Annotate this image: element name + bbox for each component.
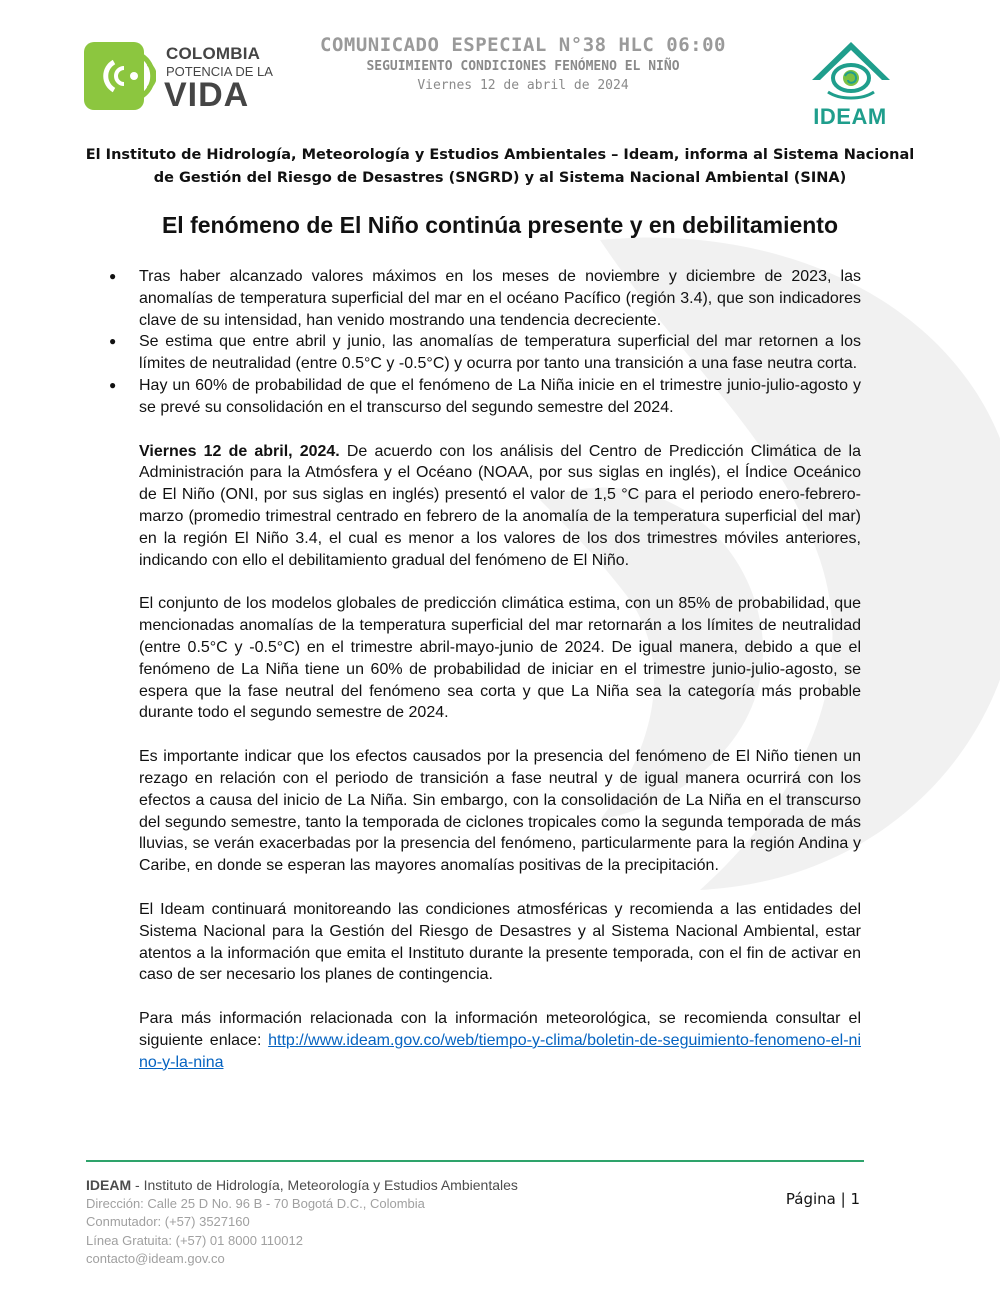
bullet-icon: ●	[109, 269, 117, 283]
footer-org-short: IDEAM	[86, 1177, 132, 1193]
document-header	[290, 34, 756, 93]
key-points-list	[109, 266, 861, 419]
bulletin-link[interactable]: http://www.ideam.gov.co/web/tiempo-y-clima/boletin-de-seguimiento-fenomeno-el-nino-y-la-nina	[139, 1031, 861, 1071]
footer-contact	[86, 1176, 646, 1269]
key-point-text: Tras haber alcanzado valores máximos en los meses de noviembre y diciembre de 2023, las anomalías de temperatura superficial del mar en el océano Pacífico (región 3.4), que son indicadores clave de su intensidad, han venido mostrando una tendencia decreciente.	[139, 268, 861, 329]
ideam-logo	[802, 40, 898, 130]
more-info-text: Para más información relacionada con la información meteorológica, se recomienda consultar el siguiente enlace:	[139, 1010, 861, 1049]
ideam-eye-icon	[808, 40, 894, 102]
ideam-logo-text: IDEAM	[813, 104, 887, 129]
footer-org	[86, 1176, 646, 1195]
footer-toll-free: Línea Gratuita: (+57) 01 8000 110012	[86, 1232, 303, 1248]
paragraph-effects: Es importante indicar que los efectos causados por la presencia del fenómeno de El Niño tienen un rezago en relación con el periodo de transición a fase neutral y de igual manera ocurrirá con los efectos a causa del inicio de La Niña. Sin embargo, con la consolidación de La Niña en el transcurso del segundo semestre, tanto la temporada de ciclones tropicales como la segunda temporada de más lluvias, se verán exacerbadas por la presencia del fenómeno, particularmente para la región Andina y Caribe, en donde se esperan las mayores anomalías positivas de la precipitación.	[139, 748, 861, 875]
footer-divider	[86, 1160, 864, 1162]
bullet-icon: ●	[109, 377, 117, 392]
page-number: Página | 1	[785, 1190, 860, 1208]
intro-statement: El Instituto de Hidrología, Meteorología y Estudios Ambientales – Ideam, informa al Sistema Nacional de Gestión del Riesgo de Desastres (SNGRD) y al Sistema Nacional Ambiental (SINA)	[85, 147, 915, 186]
logo-colombia-text: COLOMBIA	[166, 44, 261, 63]
bullet-icon: ●	[109, 334, 117, 349]
bulletin-subtitle: SEGUIMIENTO CONDICIONES FENÓMENO EL NIÑO	[366, 59, 680, 74]
logo-vida-text: VIDA	[164, 76, 250, 114]
colombia-potencia-logo	[84, 42, 274, 114]
bulletin-title: COMUNICADO ESPECIAL N°38 HLC 06:00	[320, 34, 726, 56]
paragraph-oni	[139, 441, 861, 572]
key-point-text: Hay un 60% de probabilidad de que el fenómeno de La Niña inicie en el trimestre junio-julio-agosto y se prevé su consolidación en el transcurso del segundo semestre del 2024.	[139, 376, 861, 416]
document-body	[109, 266, 861, 1074]
paragraph-recommendation: El Ideam continuará monitoreando las condiciones atmosféricas y recomienda a las entidades del Sistema Nacional para la Gestión del Riesgo de Desastres y al Sistema Nacional Ambiental, estar atentos a la información que emita el Instituto durante la presente temporada, con el fin de activar en caso de ser necesario los planes de contingencia.	[139, 900, 861, 984]
key-point	[109, 375, 861, 419]
footer-switchboard: Conmutador: (+57) 3527160	[86, 1214, 250, 1229]
bulletin-date: Viernes 12 de abril de 2024	[417, 78, 629, 93]
colombia-logo-mark	[84, 42, 156, 110]
key-point	[109, 266, 861, 331]
footer-org-long: - Instituto de Hidrología, Meteorología y Estudios Ambientales	[131, 1177, 518, 1193]
paragraph-oni-text: De acuerdo con los análisis del Centro de Predicción Climática de la Administración para la Atmósfera y el Océano (NOAA, por sus siglas en inglés), el Índice Oceánico de El Niño (ONI, por sus siglas en inglés) presentó el valor de 1,5 °C para el periodo enero-febrero-marzo (promedio trimestral centrado en febrero de la anomalía de la temperatura superficial del mar) en la región El Niño 3.4, el cual es menor a los valores de los dos trimestres móviles anteriores, indicando con ello el debilitamiento gradual del fenómeno de El Niño.	[139, 442, 861, 569]
paragraph-more-info	[139, 1008, 861, 1073]
footer-address: Dirección: Calle 25 D No. 96 B - 70 Bogotá D.C., Colombia	[86, 1195, 425, 1211]
paragraph-lead-date: Viernes 12 de abril, 2024.	[139, 442, 340, 460]
main-headline: El fenómeno de El Niño continúa presente y en debilitamiento	[161, 212, 839, 238]
logo-potencia-text: POTENCIA DE LA	[166, 64, 273, 79]
footer-email: contacto@ideam.gov.co	[86, 1251, 225, 1266]
paragraph-models: El conjunto de los modelos globales de predicción climática estima, con un 85% de probabilidad, que mencionadas anomalías de la temperatura superficial del mar retornarán a los límites de neutralidad (entre 0.5°C y -0.5°C) en el trimestre abril-mayo-junio de 2024. De igual manera, debido a que el fenómeno de La Niña tiene un 60% de probabilidad de iniciar en el trimestre junio-julio-agosto, se espera que la fase neutral del fenómeno sea corta y que La Niña sea la categoría más probable durante todo el segundo semestre de 2024.	[139, 595, 861, 722]
key-point	[109, 331, 861, 375]
key-point-text: Se estima que entre abril y junio, las anomalías de temperatura superficial del mar retornen a los límites de neutralidad (entre 0.5°C y -0.5°C) y ocurra por tanto una transición a una fase neutra corta.	[139, 333, 861, 373]
